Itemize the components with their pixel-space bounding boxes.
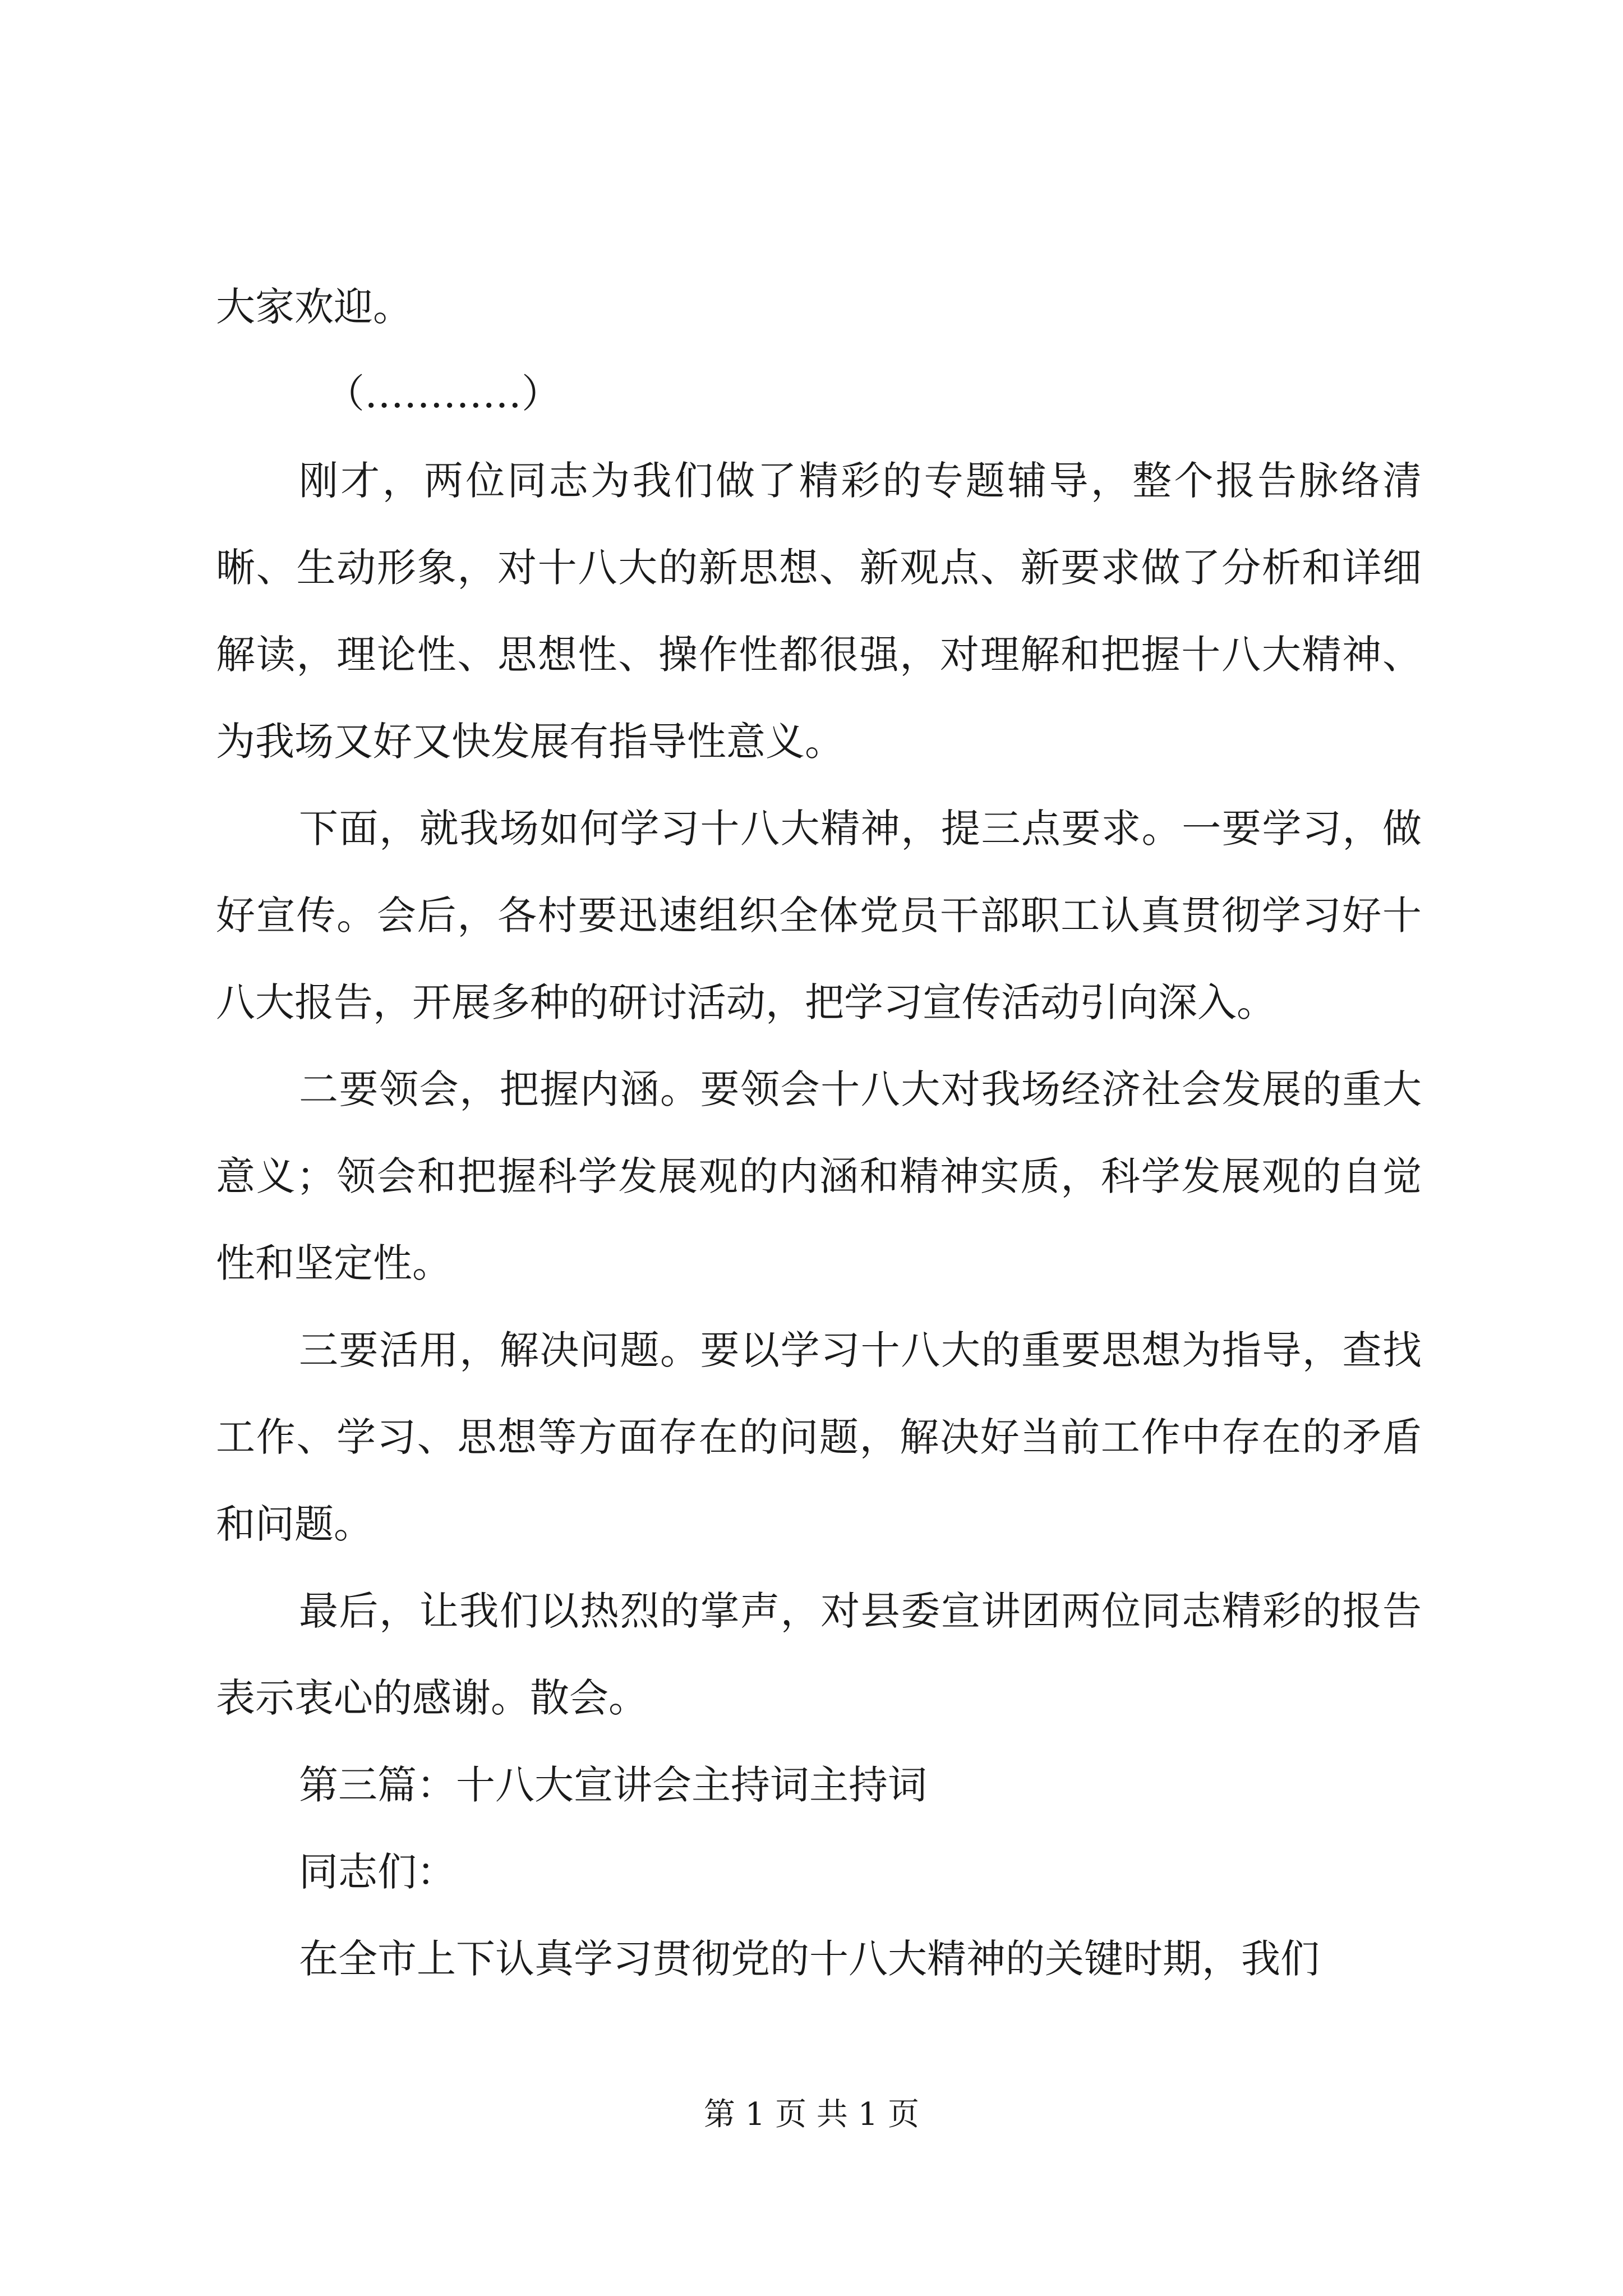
paragraph-ellipsis: （…………）: [325, 371, 561, 417]
page-footer: [0, 2092, 1623, 2137]
paragraph-opening: 在全市上下认真学习贯彻党的十八大精神的关键时期，我们: [299, 1936, 1320, 1982]
document-body: [216, 264, 1422, 2003]
salutation: 同志们：: [299, 1849, 456, 1895]
page-number-label: 第 1 页 共 1 页: [703, 2096, 920, 2133]
paragraph-conclusion: 最后，让我们以热烈的掌声，对县委宣讲团两位同志精彩的报告表示衷心的感谢。散会。: [216, 1588, 1422, 1721]
paragraph-requirement-three: 三要活用，解决问题。要以学习十八大的重要思想为指导，查找工作、学习、思想等方面存在的问题，解决好当前工作中存在的矛盾和问题。: [216, 1327, 1422, 1547]
paragraph-summary: 刚才，两位同志为我们做了精彩的专题辅导，整个报告脉络清晰、生动形象，对十八大的新思想、新观点、新要求做了分析和详细解读，理论性、思想性、操作性都很强，对理解和把握十八大精神、为我场又好又快发展有指导性意义。: [216, 458, 1422, 765]
paragraph-requirement-two: 二要领会，把握内涵。要领会十八大对我场经济社会发展的重大意义；领会和把握科学发展观的内涵和精神实质，科学发展观的自觉性和坚定性。: [216, 1066, 1422, 1286]
paragraph-closing-line: 大家欢迎。: [216, 284, 412, 330]
paragraph-requirement-one: 下面，就我场如何学习十八大精神，提三点要求。一要学习，做好宣传。会后，各村要迅速组织全体党员干部职工认真贯彻学习好十八大报告，开展多种的研讨活动，把学习宣传活动引向深入。: [216, 806, 1422, 1025]
section-heading: 第三篇：十八大宣讲会主持词主持词: [299, 1762, 927, 1808]
